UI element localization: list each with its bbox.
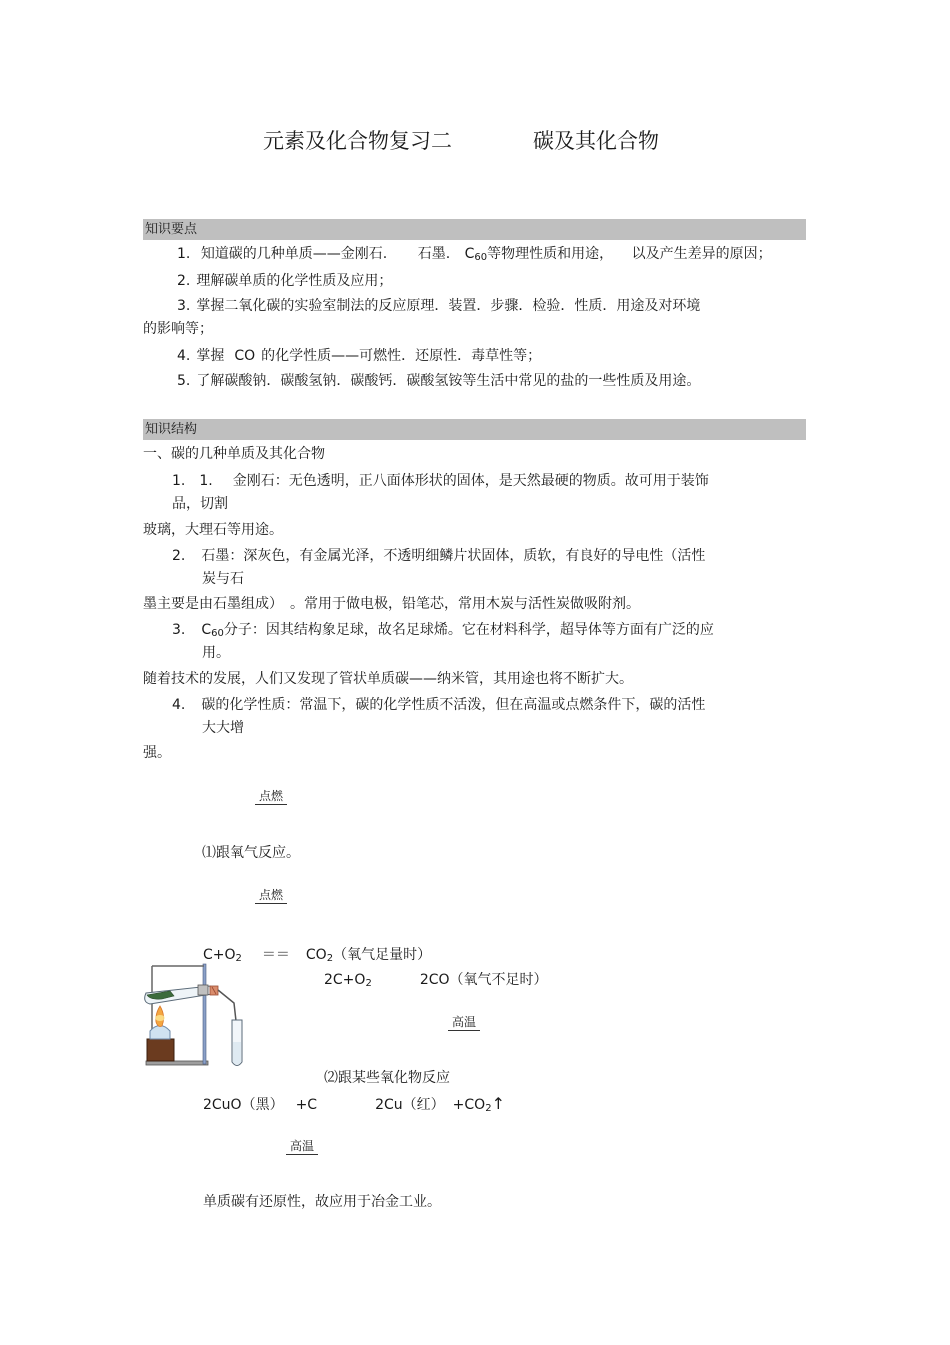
item-number: 1. xyxy=(177,246,191,262)
point-item-3-cont: 的影响等； xyxy=(143,321,213,337)
equation-1: $C+O_2 == CO_2$（氧气足量时） xyxy=(203,947,432,964)
item-text: 知道碳的几种单质——金刚石. xyxy=(200,246,388,262)
structure-para-1-wrap: 品，切割 xyxy=(172,496,228,512)
point-item-3: 3. 掌握二氧化碳的实验室制法的反应原理．装置．步骤．检验．性质．用途及对环境 xyxy=(177,298,701,314)
page-title-right: 碳及其化合物 xyxy=(533,129,659,153)
stand-base xyxy=(146,1061,208,1065)
oxide-reaction-label: ⑵跟某些氧化物反应 xyxy=(324,1070,450,1086)
structure-para-3-wrap: 用。 xyxy=(202,645,230,661)
point-item-1: 1. 知道碳的几种单质——金刚石. 石墨. $C_{60}$等物理性质和用途， 以及产生差异的原因； xyxy=(177,246,772,263)
oxygen-reaction-label: ⑴跟氧气反应。 xyxy=(202,845,300,861)
apparatus-illustration xyxy=(140,958,255,1070)
point-item-2: 2. 理解碳单质的化学性质及应用； xyxy=(177,273,393,289)
clamp xyxy=(198,985,208,995)
equation-2: $2C+O_2$ 2CO（氧气不足时） xyxy=(324,972,548,989)
condition-ignite-2: 点燃 xyxy=(255,888,287,904)
equation-3: 2CuO（黑） +C 2Cu（红） $+CO_2↑$ xyxy=(203,1094,505,1114)
condition-high-temp-2: 高温 xyxy=(286,1139,318,1155)
structure-para-2-wrap: 炭与石 xyxy=(202,571,244,587)
condition-ignite-1: 点燃 xyxy=(255,789,287,805)
heater-block xyxy=(147,1039,174,1061)
point-item-5: 5. 了解碳酸钠．碳酸氢钠．碳酸钙．碳酸氢铵等生活中常见的盐的一些性质及用途。 xyxy=(177,373,701,389)
structure-subtitle: 一、碳的几种单质及其化合物 xyxy=(143,446,325,462)
section-header-points: 知识要点 xyxy=(143,219,806,240)
structure-para-4: 4. 碳的化学性质：常温下，碳的化学性质不活泼，但在高温或点燃条件下，碳的活性 xyxy=(172,697,706,713)
point-item-4: 4. 掌握 CO 的化学性质——可燃性．还原性．毒草性等； xyxy=(177,348,542,364)
stand-rod xyxy=(203,964,206,1064)
structure-para-2: 2. 石墨：深灰色，有金属光泽，不透明细鳞片状固体，质软，有良好的导电性（活性 xyxy=(172,548,706,564)
section-header-structure: 知识结构 xyxy=(143,419,806,440)
structure-para-3: 3. $C_{60}$分子：因其结构象足球，故名足球烯。它在材料科学，超导体等方面有广泛的应 xyxy=(172,622,714,639)
structure-para-1-cont: 玻璃，大理石等用途。 xyxy=(143,522,283,538)
condition-high-temp-1: 高温 xyxy=(448,1015,480,1031)
delivery-tube xyxy=(218,990,236,1021)
conclusion-text: 单质碳有还原性，故应用于冶金工业。 xyxy=(203,1194,441,1210)
structure-para-2-cont: 墨主要是由石墨组成） 。常用于做电极，铅笔芯，常用木炭与活性炭做吸附剂。 xyxy=(143,596,640,612)
page-title-left: 元素及化合物复习二 xyxy=(263,129,452,153)
structure-para-1: 1. 1. 金刚石：无色透明，正八面体形状的固体，是天然最硬的物质。故可用于装饰 xyxy=(172,473,709,489)
alcohol-lamp xyxy=(150,1026,170,1040)
structure-para-4-cont: 强。 xyxy=(143,745,171,761)
structure-para-3-cont: 随着技术的发展，人们又发现了管状单质碳——纳米管，其用途也将不断扩大。 xyxy=(143,671,633,687)
structure-para-4-wrap: 大大增 xyxy=(202,720,244,736)
